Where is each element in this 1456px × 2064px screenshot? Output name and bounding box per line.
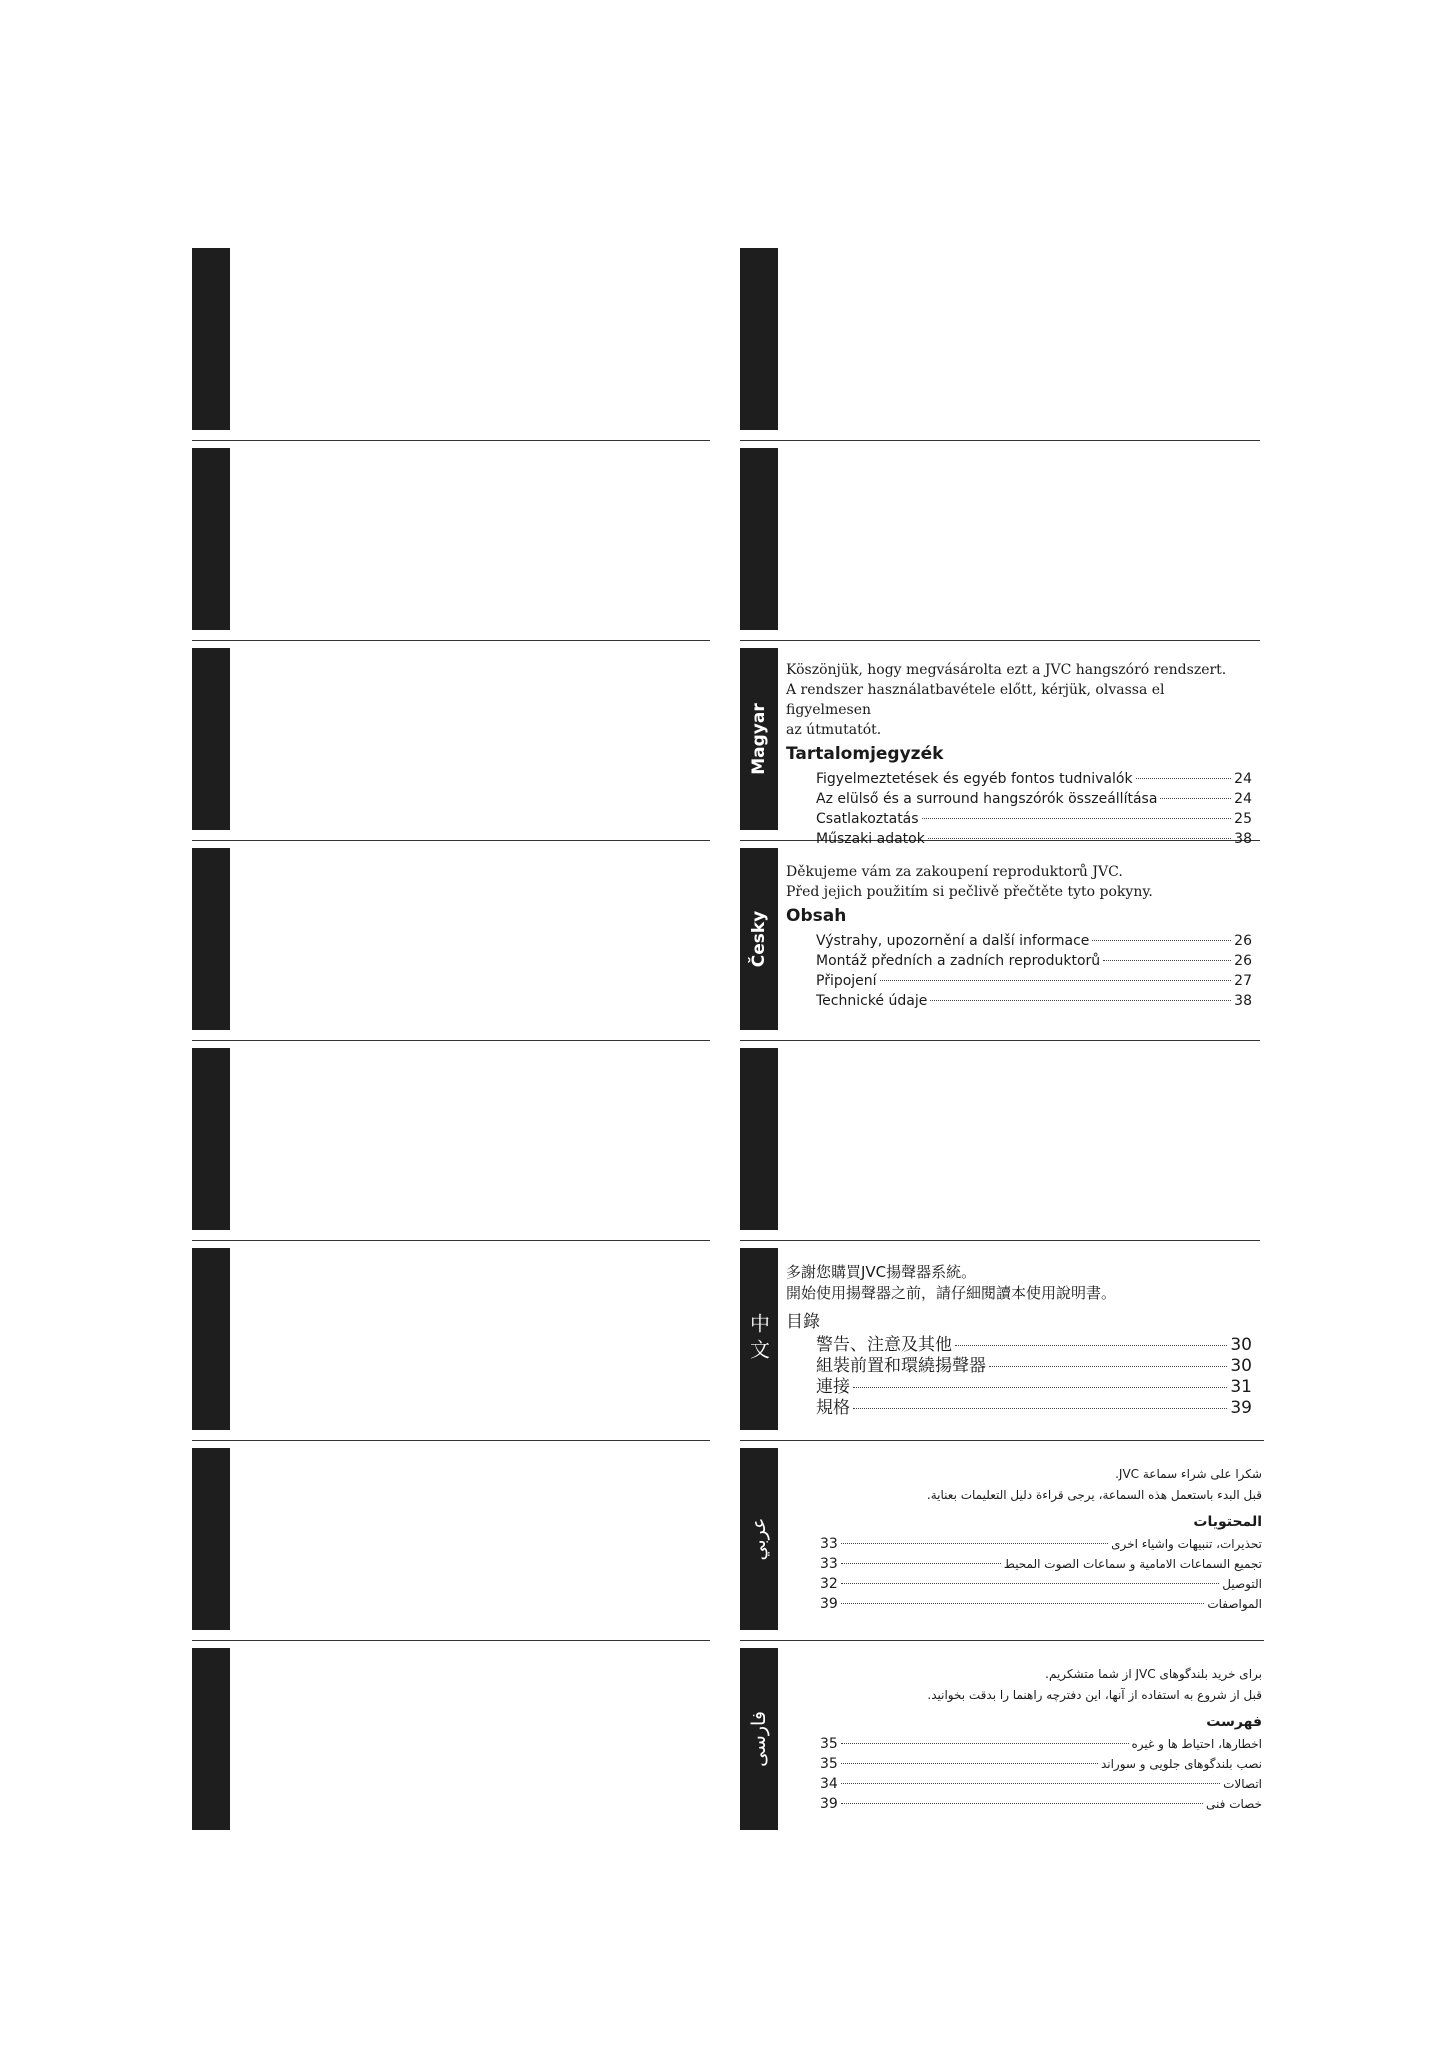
tab-magyar: [740, 648, 778, 830]
intro-line: A rendszer használatbavétele előtt, kérjük, olvassa el figyelmesen: [786, 682, 1165, 718]
toc-entry-title: Montáž předních a zadních reproduktorů: [816, 953, 1101, 969]
toc-list-farsi: [820, 1734, 1262, 1814]
tab-farsi: [740, 1648, 778, 1830]
intro-magyar: [786, 660, 1252, 740]
toc-entry[interactable]: [816, 829, 1252, 849]
toc-entry-page: 39: [820, 1596, 838, 1612]
tab-label-arabic: عربي: [748, 1517, 770, 1561]
intro-line: Před jejich použitím si pečlivě přečtěte tyto pokyny.: [786, 884, 1153, 900]
intro-line: برای خرید بلندگوهای JVC از شما متشکریم.: [1045, 1667, 1262, 1681]
tab-arabic: [740, 1448, 778, 1630]
toc-entry-page: 34: [820, 1776, 838, 1792]
toc-entry[interactable]: [820, 1734, 1262, 1754]
intro-line: 多謝您購買JVC揚聲器系統。: [786, 1263, 977, 1281]
toc-leader: [853, 1408, 1227, 1409]
section-cesky: [786, 862, 1252, 1011]
toc-entry[interactable]: [816, 1398, 1252, 1419]
toc-leader: [841, 1783, 1220, 1784]
toc-entry-page: 39: [1230, 1398, 1252, 1418]
toc-entry-title: اخطارها، احتیاط ها و غیره: [1131, 1737, 1262, 1751]
toc-list-arabic: [820, 1534, 1262, 1614]
left-divider: [192, 1440, 710, 1441]
toc-leader: [1160, 798, 1231, 799]
toc-entry-title: Technické údaje: [816, 993, 928, 1009]
toc-entry-title: التوصيل: [1222, 1577, 1262, 1591]
intro-line: شكرا على شراء سماعة JVC.: [1115, 1467, 1262, 1481]
tab-label-chinese: 中文: [746, 1313, 771, 1365]
toc-entry[interactable]: [820, 1594, 1262, 1614]
toc-leader: [928, 838, 1231, 839]
toc-entry-page: 26: [1234, 953, 1252, 969]
toc-entry-title: 規格: [816, 1398, 850, 1418]
toc-entry-page: 24: [1234, 771, 1252, 787]
intro-line: قبل از شروع به استفاده از آنها، این دفترچه راهنما را بدقت بخوانید.: [927, 1688, 1262, 1702]
toc-entry-title: Figyelmeztetések és egyéb fontos tudnivalók: [816, 771, 1133, 787]
tab-label-farsi: فارسی: [748, 1711, 770, 1767]
toc-list-chinese: [786, 1335, 1252, 1419]
right-divider: [740, 640, 1260, 641]
toc-heading-cesky: Obsah: [786, 906, 847, 926]
toc-entry[interactable]: [820, 1554, 1262, 1574]
toc-entry[interactable]: [820, 1754, 1262, 1774]
toc-entry[interactable]: [816, 991, 1252, 1011]
right-divider: [740, 1640, 1264, 1641]
left-tab-7: [192, 1448, 230, 1630]
section-farsi: [820, 1664, 1262, 1814]
toc-entry[interactable]: [816, 769, 1252, 789]
toc-entry-title: خصات فنی: [1206, 1797, 1262, 1811]
toc-entry[interactable]: [820, 1574, 1262, 1594]
toc-entry[interactable]: [816, 971, 1252, 991]
left-tab-8: [192, 1648, 230, 1830]
toc-entry-page: 33: [820, 1556, 838, 1572]
toc-leader: [989, 1366, 1227, 1367]
toc-entry[interactable]: [816, 809, 1252, 829]
left-divider: [192, 1640, 710, 1641]
toc-entry-page: 26: [1234, 933, 1252, 949]
intro-line: Děkujeme vám za zakoupení reproduktorů JVC.: [786, 864, 1123, 880]
right-tab-5: [740, 1048, 778, 1230]
toc-leader: [1092, 940, 1231, 941]
toc-heading-magyar: Tartalomjegyzék: [786, 744, 944, 764]
toc-heading-farsi: فهرست: [1206, 1714, 1262, 1730]
toc-leader: [841, 1583, 1219, 1584]
toc-entry-page: 38: [1234, 831, 1252, 847]
section-chinese: [786, 1262, 1252, 1419]
intro-arabic: [820, 1464, 1262, 1506]
toc-entry-page: 32: [820, 1576, 838, 1592]
toc-entry-title: 警告、注意及其他: [816, 1335, 952, 1355]
right-divider: [740, 1040, 1260, 1041]
toc-leader: [841, 1563, 1001, 1564]
toc-leader: [922, 818, 1232, 819]
right-tab-1: [740, 248, 778, 430]
intro-line: قبل البدء باستعمل هذه السماعة، يرجى قراءة دليل التعليمات بعناية.: [926, 1488, 1262, 1502]
left-tab-6: [192, 1248, 230, 1430]
right-tab-2: [740, 448, 778, 630]
intro-chinese: [786, 1262, 1252, 1304]
tab-label-magyar: Magyar: [749, 703, 769, 775]
toc-leader: [841, 1743, 1129, 1744]
toc-entry-page: 27: [1234, 973, 1252, 989]
toc-leader: [841, 1803, 1203, 1804]
toc-list-magyar: [786, 769, 1252, 849]
left-tab-1: [192, 248, 230, 430]
toc-entry-title: تجميع السماعات الامامية و سماعات الصوت المحيط: [1003, 1557, 1262, 1571]
toc-entry-title: المواصفات: [1207, 1597, 1262, 1611]
toc-entry-page: 39: [820, 1796, 838, 1812]
toc-entry[interactable]: [816, 1356, 1252, 1377]
left-divider: [192, 1240, 710, 1241]
toc-entry-page: 35: [820, 1756, 838, 1772]
toc-entry-page: 30: [1230, 1335, 1252, 1355]
toc-leader: [841, 1603, 1204, 1604]
toc-entry[interactable]: [816, 931, 1252, 951]
toc-entry-title: Csatlakoztatás: [816, 811, 919, 827]
intro-line: az útmutatót.: [786, 722, 882, 738]
toc-entry[interactable]: [816, 1335, 1252, 1356]
left-divider: [192, 440, 710, 441]
tab-chinese: [740, 1248, 778, 1430]
toc-entry[interactable]: [816, 1377, 1252, 1398]
toc-entry-title: 連接: [816, 1377, 850, 1397]
toc-leader: [841, 1543, 1108, 1544]
toc-entry-page: 38: [1234, 993, 1252, 1009]
toc-leader: [1103, 960, 1231, 961]
toc-entry[interactable]: [820, 1794, 1262, 1814]
toc-entry-title: Műszaki adatok: [816, 831, 925, 847]
toc-entry[interactable]: [820, 1774, 1262, 1794]
toc-heading-arabic: المحتويات: [1193, 1514, 1262, 1530]
left-divider: [192, 840, 710, 841]
intro-cesky: [786, 862, 1252, 902]
tab-cesky: [740, 848, 778, 1030]
toc-leader: [955, 1345, 1227, 1346]
toc-entry-title: 組裝前置和環繞揚聲器: [816, 1356, 986, 1376]
toc-entry-page: 25: [1234, 811, 1252, 827]
section-arabic: [820, 1464, 1262, 1614]
intro-line: 開始使用揚聲器之前，請仔細閱讀本使用說明書。: [786, 1284, 1117, 1302]
toc-entry-title: Připojení: [816, 973, 877, 989]
left-tab-5: [192, 1048, 230, 1230]
intro-line: Köszönjük, hogy megvásárolta ezt a JVC hangszóró rendszert.: [786, 662, 1227, 678]
right-divider: [740, 440, 1260, 441]
toc-entry-page: 31: [1230, 1377, 1252, 1397]
toc-list-cesky: [786, 931, 1252, 1011]
toc-entry-page: 30: [1230, 1356, 1252, 1376]
toc-leader: [930, 1000, 1231, 1001]
toc-leader: [880, 980, 1232, 981]
toc-entry-page: 24: [1234, 791, 1252, 807]
toc-entry[interactable]: [816, 789, 1252, 809]
toc-entry-title: Az elülső és a surround hangszórók összeállítása: [816, 791, 1158, 807]
toc-entry-title: تحذيرات، تنبيهات واشياء اخرى: [1111, 1537, 1262, 1551]
left-divider: [192, 640, 710, 641]
toc-entry[interactable]: [816, 951, 1252, 971]
tab-label-cesky: Česky: [749, 910, 769, 968]
toc-entry-page: 35: [820, 1736, 838, 1752]
left-tab-4: [192, 848, 230, 1030]
intro-farsi: [820, 1664, 1262, 1706]
toc-leader: [1136, 778, 1232, 779]
toc-entry-title: Výstrahy, upozornění a další informace: [816, 933, 1090, 949]
section-magyar: [786, 660, 1252, 849]
toc-leader: [841, 1763, 1098, 1764]
toc-entry-page: 33: [820, 1536, 838, 1552]
toc-entry[interactable]: [820, 1534, 1262, 1554]
toc-heading-chinese: 目錄: [786, 1312, 820, 1332]
left-divider: [192, 1040, 710, 1041]
toc-entry-title: نصب بلندگوهای جلویی و سوراند: [1100, 1757, 1262, 1771]
right-divider: [740, 1440, 1264, 1441]
left-tab-2: [192, 448, 230, 630]
toc-leader: [853, 1387, 1227, 1388]
toc-entry-title: اتصالات: [1223, 1777, 1262, 1791]
left-tab-3: [192, 648, 230, 830]
right-divider: [740, 1240, 1260, 1241]
